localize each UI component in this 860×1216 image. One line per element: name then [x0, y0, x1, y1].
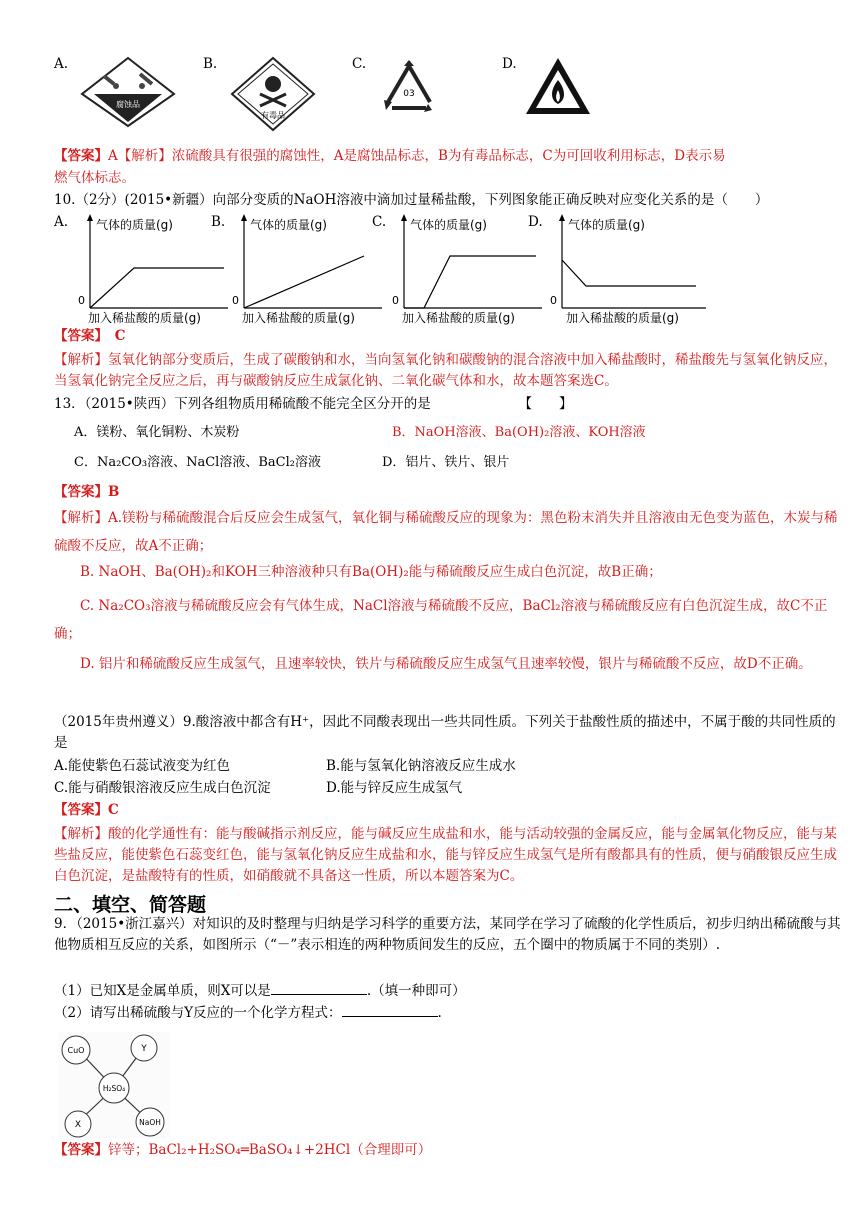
s2-answer-label: 【答案】 — [54, 1142, 108, 1158]
s2-stem: 9．（2015•浙江嘉兴）对知识的及时整理与归纳是学习科学的重要方法，某同学在学习了硫酸的化学性质后，初步归纳出稀硫酸与其他物质相互反应的关系，如图所示（“－”表示相连的两种物质间发生的反应，五个圈中的物质属于不同的类别）. — [54, 916, 841, 953]
svg-text:有毒品: 有毒品 — [261, 111, 285, 120]
svg-text:H₂SO₄: H₂SO₄ — [102, 1084, 126, 1093]
option-letter-d: D. — [502, 56, 517, 72]
option-letter-b: B. — [203, 56, 218, 72]
graph-d — [546, 212, 726, 326]
answer-label: 【答案】 — [54, 148, 108, 164]
q9-option-a: A.能使紫色石蕊试液变为红色 — [54, 758, 231, 774]
svg-text:0: 0 — [550, 294, 557, 307]
q13-analysis-b: B. NaOH、Ba(OH)₂和KOH三种溶液种只有Ba(OH)₂能与稀硫酸反应生成白色沉淀，故B正确； — [80, 564, 662, 580]
q10-stem: 10.（2分）(2015•新疆）向部分变质的NaOH溶液中滴加过量稀盐酸，下列图象能正确反映对应变化关系的是（ ） — [54, 192, 769, 208]
q10-letter-d: D. — [528, 214, 543, 230]
q13-analysis-a: 【解析】A.镁粉与稀硫酸混合后反应会生成氢气，氧化铜与稀硫酸反应的现象为：黑色粉末消失并且溶液由无色变为蓝色，木炭与稀硫酸不反应，故A不正确； — [54, 510, 838, 554]
svg-text:加入稀盐酸的质量(g): 加入稀盐酸的质量(g) — [88, 311, 201, 325]
q9-answer: 【答案】C — [54, 802, 119, 818]
q9-option-d: D.能与锌反应生成氢气 — [326, 780, 463, 796]
svg-text:NaOH: NaOH — [139, 1118, 161, 1127]
svg-text:0: 0 — [78, 294, 85, 307]
graph-c — [386, 212, 546, 326]
svg-text:腐蚀品: 腐蚀品 — [116, 100, 140, 109]
svg-text:0: 0 — [232, 294, 239, 307]
svg-text:加入稀盐酸的质量(g): 加入稀盐酸的质量(g) — [566, 311, 679, 325]
q13-option-d: D．铝片、铁片、银片 — [382, 455, 510, 470]
toxic-sign-icon — [230, 56, 316, 132]
q13-option-a: A．镁粉、氧化铜粉、木炭粉 — [74, 425, 240, 440]
svg-text:0: 0 — [392, 294, 399, 307]
q13-option-b: B．NaOH溶液、Ba(OH)₂溶液、KOH溶液 — [392, 425, 646, 440]
s2-q2-tail: . — [437, 1005, 442, 1021]
corrosive-sign-icon — [80, 56, 176, 128]
svg-text:气体的质量(g): 气体的质量(g) — [96, 218, 173, 232]
q10-answer: 【答案】 C — [54, 328, 126, 344]
svg-text:气体的质量(g): 气体的质量(g) — [250, 218, 327, 232]
graph-a — [72, 212, 232, 326]
svg-text:加入稀盐酸的质量(g): 加入稀盐酸的质量(g) — [242, 311, 355, 325]
svg-text:加入稀盐酸的质量(g): 加入稀盐酸的质量(g) — [402, 311, 515, 325]
svg-text:Y: Y — [141, 1044, 147, 1054]
q9-analysis: 【解析】酸的化学通性有：能与酸碱指示剂反应，能与碱反应生成盐和水，能与活动较强的金属反应，能与金属氧化物反应，能与某些盐反应，能使紫色石蕊变红色，能与氢氧化钠反应生成盐和水，能与锌反应生成氢气是所有酸都具有的性质，便与硝酸银反应生成白色沉淀，是盐酸特有的性质，如硝酸就不具备这一性质，所以本题答案为C。 — [54, 826, 837, 884]
recycle-sign-icon — [378, 60, 440, 118]
q9-option-c: C.能与硝酸银溶液反应生成白色沉淀 — [54, 780, 271, 796]
q13-stem: 13．（2015•陕西）下列各组物质用稀硫酸不能完全区分开的是 【 】 — [54, 396, 573, 412]
q13-analysis-d: D. 铝片和稀硫酸反应生成氢气，且速率较快，铁片与稀硫酸反应生成氢气且速率较慢，银片与稀硫酸不反应，故D不正确。 — [80, 656, 812, 672]
q10-analysis: 【解析】氢氧化钠部分变质后，生成了碳酸钠和水，当向氢氧化钠和碳酸钠的混合溶液中加入稀盐酸时，稀盐酸先与氢氧化钠反应，当氢氧化钠完全反应之后，再与碳酸钠反应生成氯化钠、二氧化碳气体和水，故本题答案选C。 — [54, 352, 837, 389]
q13-analysis-c: C. Na₂CO₃溶液与稀硫酸反应会有气体生成，NaCl溶液与稀硫酸不反应，BaCl₂溶液与稀硫酸反应有白色沉淀生成，故C不正确； — [54, 598, 828, 642]
graph-b — [226, 212, 386, 326]
s2-q1-tail: .（填一种即可） — [366, 983, 466, 999]
s2-q2-blank[interactable] — [342, 1004, 438, 1017]
answer-text: A【解析】浓硫酸具有很强的腐蚀性，A是腐蚀品标志，B为有毒品标志，C为可回收利用标志，D表示易 — [108, 148, 726, 164]
svg-text:气体的质量(g): 气体的质量(g) — [410, 218, 487, 232]
svg-text:气体的质量(g): 气体的质量(g) — [568, 218, 645, 232]
q10-letter-a: A. — [54, 214, 69, 230]
s2-q2: （2）请写出稀硫酸与Y反应的一个化学方程式： — [54, 1005, 342, 1021]
svg-text:X: X — [74, 1120, 82, 1130]
q13-option-c: C．Na₂CO₃溶液、NaCl溶液、BaCl₂溶液 — [74, 455, 321, 470]
section-heading: 二、填空、简答题 — [54, 894, 207, 916]
answer-text-cont: 燃气体标志。 — [54, 170, 135, 186]
s2-answer-text: 锌等；BaCl₂+H₂SO₄═BaSO₄↓+2HCl（合理即可） — [108, 1142, 432, 1158]
q9-option-b: B.能与氢氧化钠溶液反应生成水 — [326, 758, 516, 774]
flammable-sign-icon — [524, 56, 592, 118]
s2-q1-blank[interactable] — [271, 982, 367, 995]
q10-letter-c: C. — [372, 214, 387, 230]
q13-answer: 【答案】B — [54, 484, 120, 500]
relation-diagram — [58, 1032, 170, 1138]
q10-letter-b: B. — [211, 214, 226, 230]
q9-stem: （2015年贵州遵义）9.酸溶液中都含有H⁺，因此不同酸表现出一些共同性质。下列关于盐酸性质的描述中，不属于酸的共同性质的是 — [54, 714, 836, 751]
option-letter-a: A. — [54, 56, 69, 72]
option-letter-c: C. — [352, 56, 367, 72]
svg-text:CuO: CuO — [67, 1046, 85, 1055]
s2-q1: （1）已知X是金属单质，则X可以是 — [54, 983, 271, 999]
svg-text:03: 03 — [403, 89, 415, 99]
